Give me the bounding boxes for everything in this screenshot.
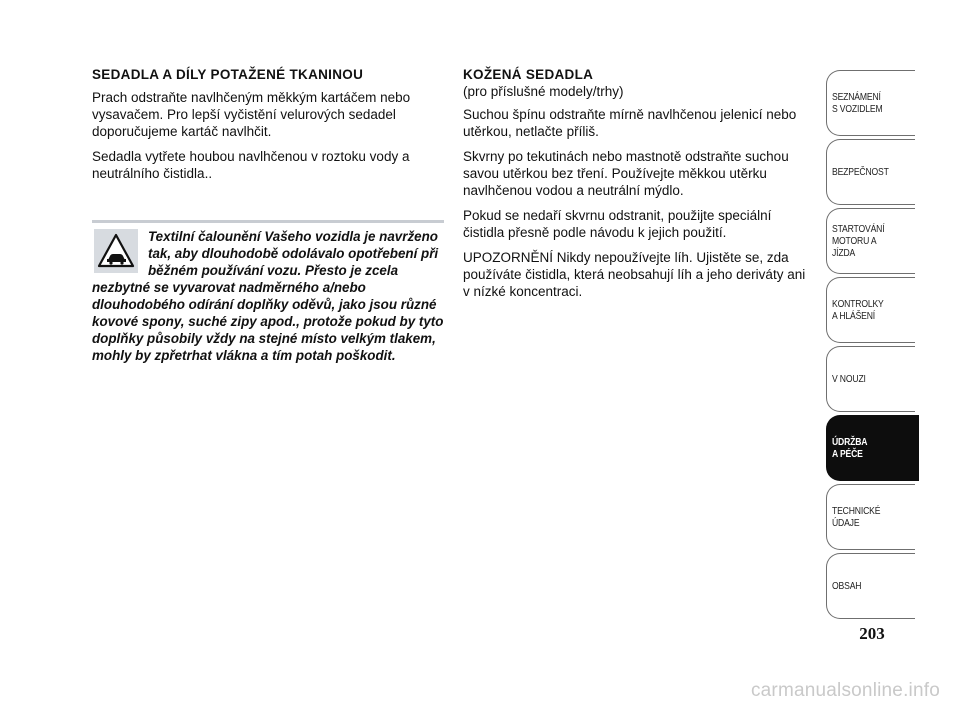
left-column bbox=[92, 66, 444, 182]
paragraph: Skvrny po tekutinách nebo mastnotě odstraňte suchou savou utěrkou bez tření. Používejte měkkou utěrku navlhčenou vodou a neutrální mýdlo. bbox=[463, 149, 789, 198]
paragraph: Suchou špínu odstraňte mírně navlhčenou jelenicí nebo utěrkou, netlačte příliš. bbox=[463, 107, 797, 139]
tab-label: V NOUZI bbox=[832, 373, 866, 385]
tab-startovani-motoru[interactable] bbox=[826, 208, 918, 274]
chapter-sidebar bbox=[826, 70, 918, 622]
tab-label: KONTROLKY A HLÁŠENÍ bbox=[832, 298, 884, 322]
paragraph: Prach odstraňte navlhčeným měkkým kartáčem nebo vysavačem. Pro lepší vyčistění velurových sedadel doporučujeme kartáč navlhčit. bbox=[92, 90, 411, 139]
paragraph: Sedadla vytřete houbou navlhčenou v roztoku vody a neutrálního čistidla.. bbox=[92, 149, 410, 181]
tab-technicke-udaje[interactable] bbox=[826, 484, 918, 550]
tab-label: STARTOVÁNÍ MOTORU A JÍZDA bbox=[832, 223, 885, 259]
tab-label: BEZPEČNOST bbox=[832, 166, 889, 178]
section-heading-leather-seats: KOŽENÁ SEDADLA bbox=[463, 67, 594, 82]
warning-message: Textilní čalounění Vašeho vozidla je navrženo tak, aby dlouhodobě odolávalo opotřebení při běžném používání vozu. Přesto je zcela nezbytné se vyvarovat nadměrného a/nebo dlouhodobého odírání doplňky oděvů, jako jsou různé kovové spony, suché zipy apod., protože pokud by tyto doplňky působily vždy na stejné místo velkým tlakem, mohly by zpřetrhat vlákna a tím potah poškodit. bbox=[92, 229, 444, 363]
watermark: carmanualsonline.info bbox=[750, 680, 940, 701]
right-column bbox=[463, 66, 813, 300]
section-subheading: (pro příslušné modely/trhy) bbox=[463, 84, 624, 99]
tab-label: ÚDRŽBA A PÉČE bbox=[832, 436, 868, 460]
tab-udrzba-a-pece[interactable] bbox=[826, 415, 918, 481]
tab-seznameni-s-vozidlem[interactable] bbox=[826, 70, 918, 136]
warning-text bbox=[92, 228, 444, 364]
page-number: 203 bbox=[859, 624, 885, 643]
tab-label: SEZNÁMENÍ S VOZIDLEM bbox=[832, 91, 883, 115]
icon-spacer bbox=[92, 228, 148, 278]
tab-kontrolky[interactable] bbox=[826, 277, 918, 343]
warning-divider bbox=[92, 220, 444, 223]
paragraph: UPOZORNĚNÍ Nikdy nepoužívejte líh. Ujistěte se, zda používáte čistidla, která neobsahují líh a jeho deriváty ani v nízké koncentraci. bbox=[463, 250, 806, 299]
tab-v-nouzi[interactable] bbox=[826, 346, 918, 412]
tab-label: TECHNICKÉ ÚDAJE bbox=[832, 505, 881, 529]
tab-label: OBSAH bbox=[832, 580, 862, 592]
paragraph: Pokud se nedaří skvrnu odstranit, použijte speciální čistidla přesně podle návodu k jejich použití. bbox=[463, 208, 772, 240]
tab-obsah[interactable] bbox=[826, 553, 918, 619]
tab-bezpecnost[interactable] bbox=[826, 139, 918, 205]
section-heading-fabric-seats: SEDADLA A DÍLY POTAŽENÉ TKANINOU bbox=[92, 67, 364, 82]
